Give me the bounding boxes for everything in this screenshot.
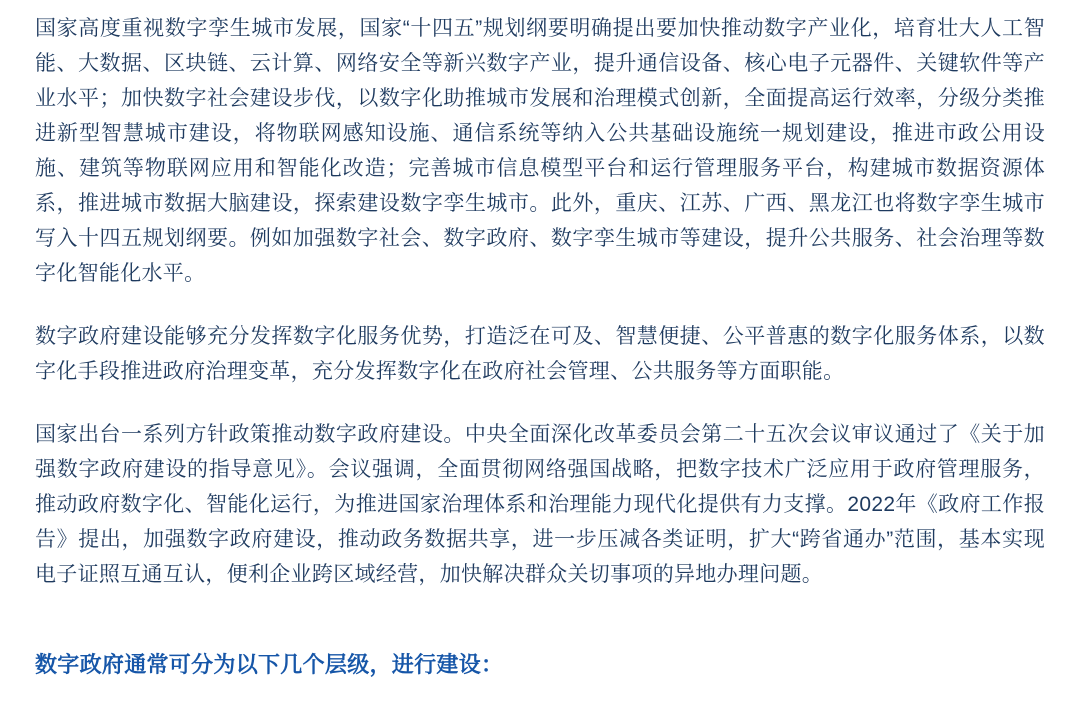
paragraph-digital-twin-city-policy: 国家高度重视数字孪生城市发展，国家“十四五”规划纲要明确提出要加快推动数字产业化，培育壮大人工智能、大数据、区块链、云计算、网络安全等新兴数字产业，提升通信设备、核心电子元器件、关键软件等产业水平；加快数字社会建设步伐，以数字化助推城市发展和治理模式创新，全面提高运行效率，分级分类推进新型智慧城市建设，将物联网感知设施、通信系统等纳入公共基础设施统一规划建设，推进市政公用设施、建筑等物联网应用和智能化改造；完善城市信息模型平台和运行管理服务平台，构建城市数据资源体系，推进城市数据大脑建设，探索建设数字孪生城市。此外，重庆、江苏、广西、黑龙江也将数字孪生城市写入十四五规划纲要。例如加强数字社会、数字政府、数字孪生城市等建设，提升公共服务、社会治理等数字化智能化水平。 (35, 17, 1045, 285)
section-heading-digital-government-levels: 数字政府通常可分为以下几个层级，进行建设： (35, 652, 504, 677)
paragraph-digital-government-services: 数字政府建设能够充分发挥数字化服务优势，打造泛在可及、智慧便捷、公平普惠的数字化服务体系，以数字化手段推进政府治理变革，充分发挥数字化在政府社会管理、公共服务等方面职能。 (35, 325, 1045, 383)
paragraph-national-policy-measures: 国家出台一系列方针政策推动数字政府建设。中央全面深化改革委员会第二十五次会议审议通过了《关于加强数字政府建设的指导意见》。会议强调，全面贯彻网络强国战略，把数字技术广泛应用于政府管理服务，推动政府数字化、智能化运行，为推进国家治理体系和治理能力现代化提供有力支撑。2022年《政府工作报告》提出，加强数字政府建设，推动政务数据共享，进一步压减各类证明，扩大“跨省通办”范围，基本实现电子证照互通互认，便利企业跨区域经营，加快解决群众关切事项的异地办理问题。 (35, 423, 1045, 586)
